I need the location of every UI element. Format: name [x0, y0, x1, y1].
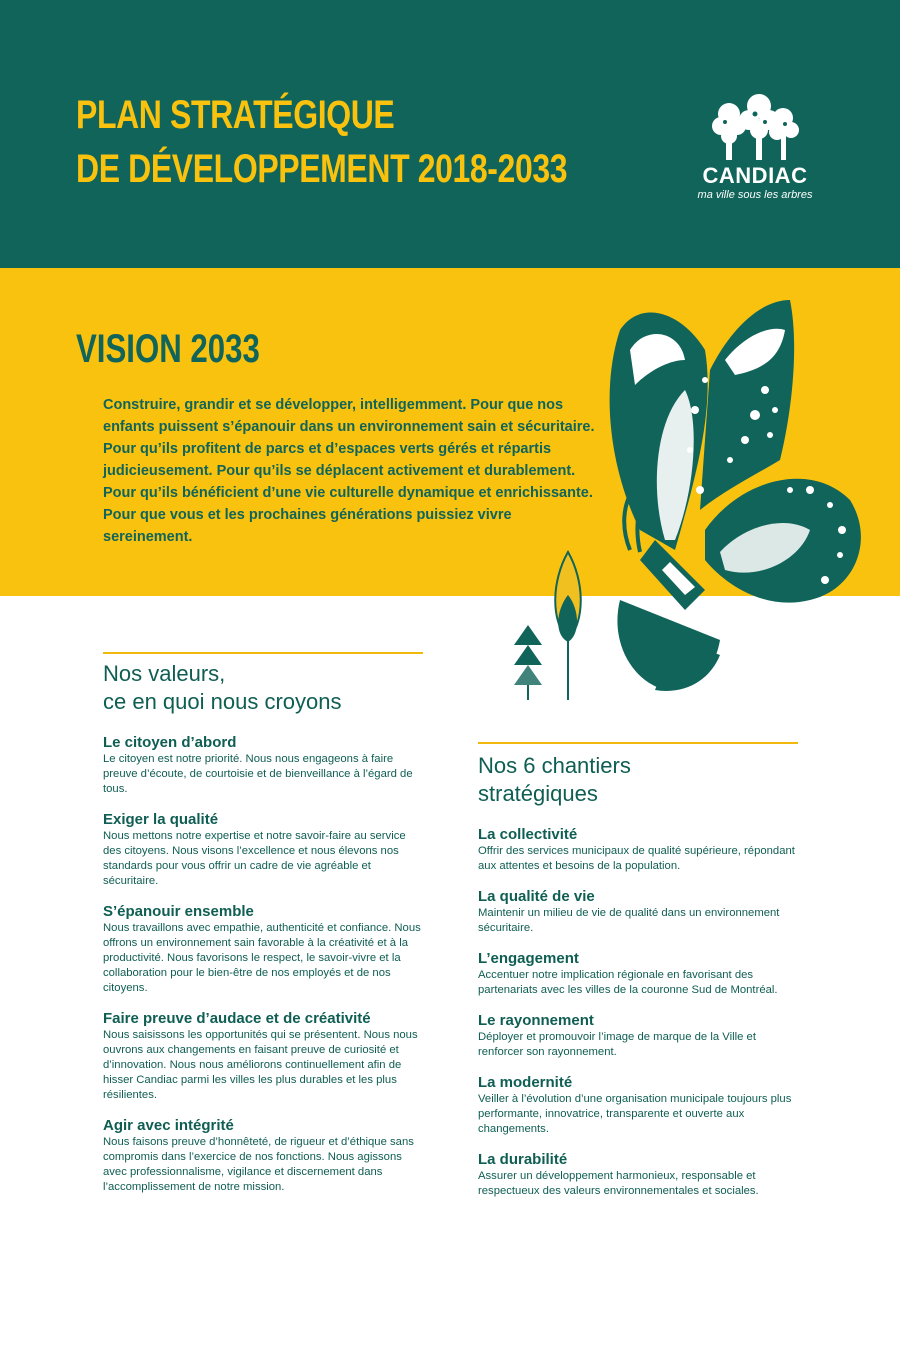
- chantier-text: Assurer un développement harmonieux, responsable et respectueux des valeurs environnementales et sociales.: [478, 1170, 759, 1197]
- header-band: [0, 0, 900, 268]
- chantier-item: [478, 826, 798, 874]
- value-text: Nous saisissons les opportunités qui se présentent. Nous nous ouvrons aux changements en faisant preuve de curiosité et d’innovation. Nous nous améliorons continuellement afin de hisser Candiac parmi les villes les plus durables et les plus résilientes.: [103, 1029, 418, 1101]
- value-title: S’épanouir ensemble: [103, 903, 254, 920]
- vision-title: VISION 2033: [76, 327, 260, 371]
- chantier-title: L’engagement: [478, 950, 579, 967]
- value-title: Faire preuve d’audace et de créativité: [103, 1010, 371, 1027]
- page-title: [76, 88, 567, 196]
- values-section: [103, 652, 423, 1195]
- value-text: Nous travaillons avec empathie, authenticité et confiance. Nous offrons un environnement sain favorable à la créativité et à la productivité. Nous favorisons le respect, le savoir-vivre et la collaboration pour le bien-être de nos employés et de nos citoyens.: [103, 922, 421, 994]
- chantiers-divider: [478, 742, 798, 744]
- page-title-line1: PLAN STRATÉGIQUE: [76, 93, 395, 137]
- chantier-title: Le rayonnement: [478, 1012, 594, 1029]
- values-title: [103, 660, 423, 716]
- value-item: [103, 1010, 423, 1103]
- value-item: [103, 734, 423, 797]
- chantier-item: [478, 950, 798, 998]
- butterfly-illustration-icon: [480, 290, 880, 710]
- values-title-line1: Nos valeurs,: [103, 661, 226, 686]
- chantier-item: [478, 1012, 798, 1060]
- value-title: Agir avec intégrité: [103, 1117, 234, 1134]
- chantier-text: Maintenir un milieu de vie de qualité dans un environnement sécuritaire.: [478, 907, 780, 934]
- values-title-line2: ce en quoi nous croyons: [103, 689, 342, 714]
- chantiers-title-line1: Nos 6 chantiers: [478, 753, 631, 778]
- logo-tagline: ma ville sous les arbres: [697, 189, 813, 201]
- chantier-text: Veiller à l’évolution d’une organisation municipale toujours plus performante, innovatrice, transparente et ouverte aux changements.: [478, 1093, 792, 1135]
- chantiers-section: [478, 742, 798, 1199]
- chantier-item: [478, 1151, 798, 1199]
- chantier-title: La collectivité: [478, 826, 578, 843]
- chantier-item: [478, 888, 798, 936]
- values-divider: [103, 652, 423, 654]
- chantier-text: Offrir des services municipaux de qualité supérieure, répondant aux attentes et besoins de la population.: [478, 845, 795, 872]
- candiac-logo: [680, 92, 830, 202]
- value-title: Exiger la qualité: [103, 811, 219, 828]
- page-title-line2: DE DÉVELOPPEMENT 2018-2033: [76, 147, 568, 191]
- chantier-item: [478, 1074, 798, 1137]
- value-title: Le citoyen d’abord: [103, 734, 237, 751]
- chantier-title: La qualité de vie: [478, 888, 595, 905]
- value-item: [103, 811, 423, 889]
- candiac-trees-logo-icon: [707, 92, 803, 162]
- chantier-title: La durabilité: [478, 1151, 568, 1168]
- chantier-title: La modernité: [478, 1074, 573, 1091]
- value-text: Le citoyen est notre priorité. Nous nous engageons à faire preuve d’écoute, de courtoisie et de bienveillance à l’égard de tous.: [103, 753, 413, 795]
- chantiers-title: [478, 752, 798, 808]
- chantiers-title-line2: stratégiques: [478, 781, 598, 806]
- chantier-text: Accentuer notre implication régionale en favorisant des partenariats avec les villes de la couronne Sud de Montréal.: [478, 969, 778, 996]
- value-text: Nous mettons notre expertise et notre savoir-faire au service des citoyens. Nous visons l’excellence et nous élevons nos standards pour vous offrir un cadre de vie agréable et sécuritaire.: [103, 830, 406, 887]
- value-item: [103, 1117, 423, 1195]
- chantier-text: Déployer et promouvoir l’image de marque de la Ville et renforcer son rayonnement.: [478, 1031, 756, 1058]
- value-text: Nous faisons preuve d’honnêteté, de rigueur et d’éthique sans compromis dans l’exercice de nos fonctions. Nous agissons avec professionnalisme, vigilance et discernement dans l’accomplissement de notre mission.: [103, 1136, 414, 1193]
- value-item: [103, 903, 423, 996]
- vision-text: Construire, grandir et se développer, intelligemment. Pour que nos enfants puissent s’épanouir dans un environnement sain et sécuritaire. Pour qu’ils profitent de parcs et d’espaces verts gérés et répartis judicieusement. Pour qu’ils se déplacent activement et durablement. Pour qu’ils bénéficient d’une vie culturelle dynamique et enrichissante. Pour que vous et les prochaines générations puissiez vivre sereinement.: [103, 397, 595, 545]
- logo-name: CANDIAC: [702, 163, 808, 188]
